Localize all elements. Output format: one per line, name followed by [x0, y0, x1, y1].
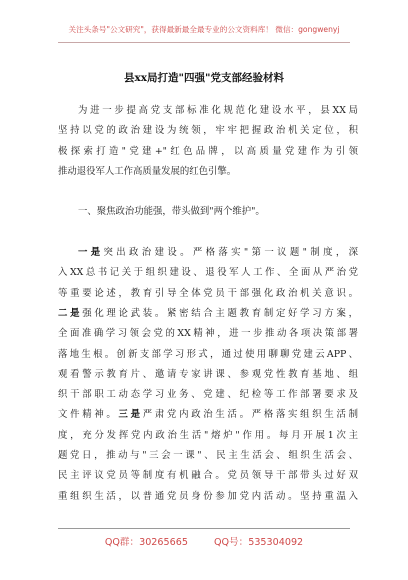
lead-second: 二是 [58, 307, 83, 319]
body-line-5: 全面准确学习领会党的XX精神，进一步推动各项决策部署 [58, 328, 358, 340]
body-line-7: 观看警示教育片、邀请专家讲课、参观党性教育基地、组 [58, 368, 358, 380]
lead-third: 三是 [118, 409, 143, 421]
body-line-1-text: 突出政治建设。严格落实"第一议题"制度，深 [103, 247, 358, 259]
promo-banner: 关注头条号"公文研究"，获得最新最全最专业的公文资料库！ 微信：gongwenyj [68, 25, 340, 34]
header-rule [58, 42, 350, 43]
document-title: 县xx局打造"四强"党支部经验材料 [124, 72, 284, 84]
body-line-1 [58, 243, 358, 263]
footer-rule [58, 528, 350, 529]
body-line-6: 落地生根。创新支部学习形式，通过使用聊聊党建云APP、 [58, 348, 358, 360]
contact-footer [0, 534, 408, 548]
body-line-12: 民主评议党员等制度有机融合。党员领导干部带头过好双 [58, 470, 358, 482]
body-line-9-text: 严肃党内政治生活。严格落实组织生活制 [142, 409, 358, 421]
body-line-2: 入XX总书记关于组织建设、退役军人工作、全面从严治党 [58, 267, 358, 279]
intro-line-3: 极探索打造"党建+"红色品牌，以高质量党建作为引领 [58, 145, 358, 157]
paragraph-gap [58, 223, 358, 243]
intro-line-2: 坚持以党的政治建设为统领，牢牢把握政治机关定位，积 [58, 125, 358, 137]
body-line-8: 织干部职工动态学习业务、党建、纪检等工作部署要求及 [58, 389, 358, 401]
qq-number: QQ号：535304092 [213, 537, 304, 548]
body-line-4-text: 强化理论武装。紧密结合主题教育制定好学习方案， [82, 307, 358, 319]
body-line-9-start: 文件精神。 [58, 409, 119, 421]
qq-group: QQ群：30265665 [104, 537, 188, 548]
intro-line-1: 为进一步提高党支部标准化规范化建设水平，县XX局 [78, 105, 358, 116]
lead-first: 一是 [78, 247, 104, 259]
document-body [58, 101, 358, 507]
body-line-11: 题党日，推动与"三会一课"、民主生活会、组织生活会、 [58, 450, 358, 462]
paragraph-gap [58, 182, 358, 202]
body-line-3: 等重要论述，教育引导全体党员干部强化政治机关意识。 [58, 287, 358, 299]
intro-line-4: 推动退役军人工作高质量发展的红色引擎。 [58, 165, 237, 177]
body-line-13: 重组织生活，以普通党员身份参加党内活动。坚持重温入 [58, 490, 358, 502]
section-heading-1: 一、聚焦政治功能强，带头做到"两个维护"。 [78, 206, 265, 218]
body-line-4 [58, 304, 358, 324]
body-line-10: 度，充分发挥党内政治生活"熔炉"作用。每月开展1次主 [58, 429, 358, 441]
body-line-9 [58, 405, 358, 425]
